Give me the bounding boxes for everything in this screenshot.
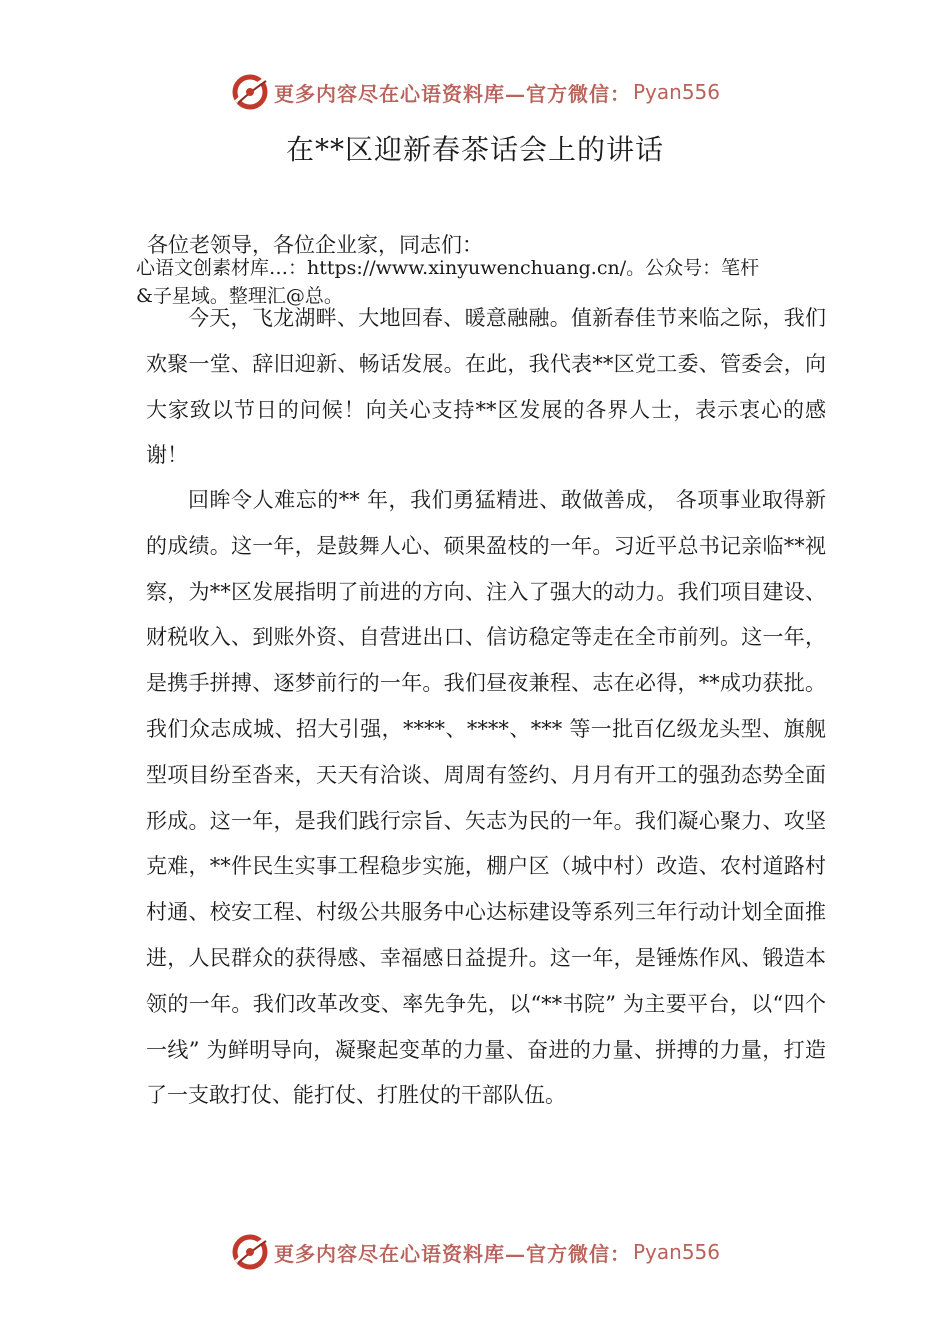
body-paragraph	[146, 296, 826, 479]
paragraph-text: 今天，飞龙湖畔、大地回春、暖意融融。值新春佳节来临之际，我们欢聚一堂、辞旧迎新、畅话发展。在此，我代表**区党工委、管委会，向大家致以节日的问候！向关心支持**区发展的各界人士，表示衷心的感谢！	[146, 306, 826, 468]
source-note-line: 心语文创素材库…：https://www.xinyuwenchuang.cn/。公众号：笔杆	[136, 257, 760, 279]
banner-text: 更多内容尽在心语资料库—官方微信：	[273, 1241, 631, 1266]
document-title: 在**区迎新春茶话会上的讲话	[285, 133, 664, 166]
source-note-line: &子星域。整理汇@总。	[136, 285, 343, 307]
paragraph-text: 回眸令人难忘的** 年，我们勇猛精进、敢做善成， 各项事业取得新的成绩。这一年，是鼓舞人心、硕果盈枝的一年。习近平总书记亲临**视察，为**区发展指明了前进的方向、注入了强大的动力。我们项目建设、财税收入、到账外资、自营进出口、信访稳定等走在全市前列。这一年，是携手拼搏、逐梦前行的一年。我们昼夜兼程、志在必得，**成功获批。我们众志成城、招大引强，****、****、*** 等一批百亿级龙头型、旗舰型项目纷至沓来，天天有洽谈、周周有签约、月月有开工的强劲态势全面形成。这一年，是我们践行宗旨、矢志为民的一年。我们凝心聚力、攻坚克难，**件民生实事工程稳步实施，棚户区（城中村）改造、农村道路村村通、校安工程、村级公共服务中心达标建设等系列三年行动计划全面推进，人民群众的获得感、幸福感日益提升。这一年，是锤炼作风、锻造本领的一年。我们改革改变、率先争先，以“**书院” 为主要平台，以“四个一线” 为鲜明导向，凝聚起变革的力量、奋进的力量、拼搏的力量，打造了一支敢打仗、能打仗、打胜仗的干部队伍。	[146, 488, 826, 1108]
banner-wechat-id: Pyan556	[632, 80, 720, 104]
body-paragraph	[146, 478, 826, 1119]
header-banner	[0, 72, 950, 112]
brand-logo-icon	[230, 72, 270, 112]
banner-text: 更多内容尽在心语资料库—官方微信：	[273, 81, 631, 106]
footer-banner	[0, 1232, 950, 1272]
salutation: 各位老领导，各位企业家，同志们：	[147, 233, 483, 257]
banner-wechat-id: Pyan556	[632, 1240, 720, 1264]
brand-logo-icon	[230, 1232, 270, 1272]
